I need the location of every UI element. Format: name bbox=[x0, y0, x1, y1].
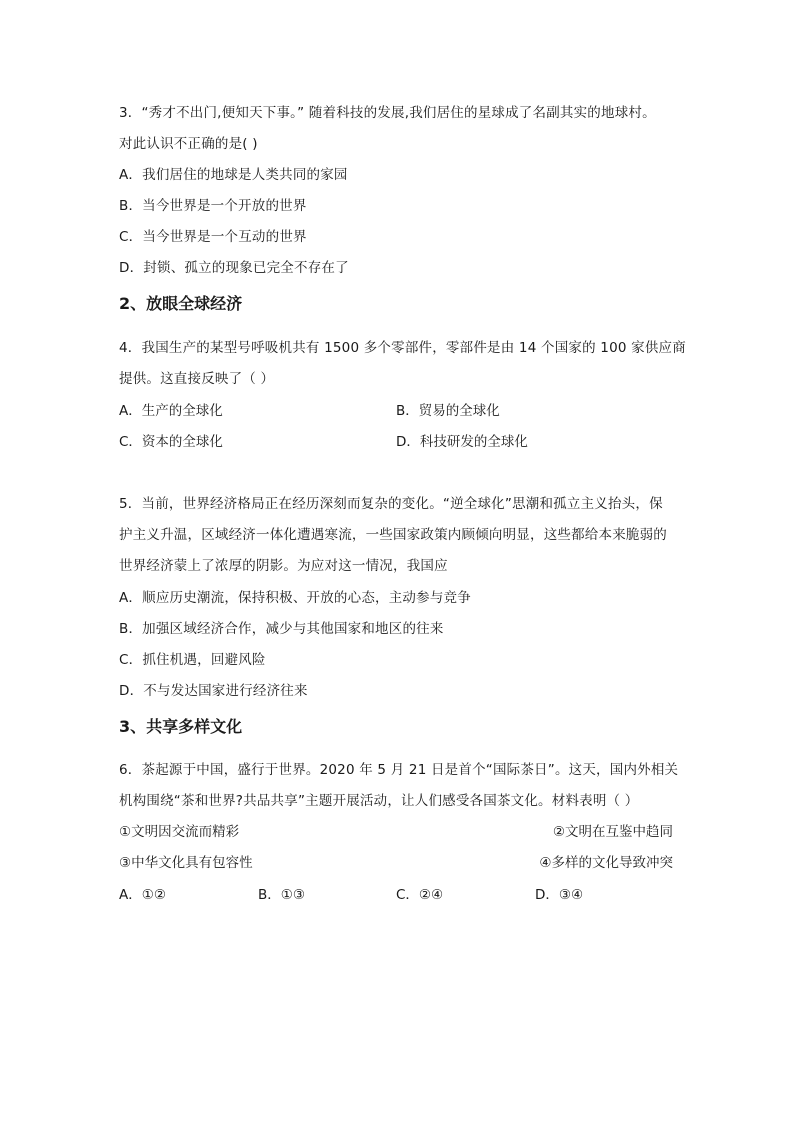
q6-statement-3: ③中华文化具有包容性 bbox=[119, 855, 253, 871]
q3-option-d: D．封锁、孤立的现象已完全不存在了 bbox=[119, 260, 349, 276]
q5-option-d: D．不与发达国家进行经济往来 bbox=[119, 683, 308, 699]
q6-stem-line-2: 机构围绕“茶和世界?共品共享”主题开展活动，让人们感受各国茶文化。材料表明（ ） bbox=[119, 793, 639, 809]
q5-option-a: A．顺应历史潮流，保持积极、开放的心态，主动参与竞争 bbox=[119, 590, 471, 606]
q3-option-b: B．当今世界是一个开放的世界 bbox=[119, 198, 307, 214]
q3-option-a: A．我们居住的地球是人类共同的家园 bbox=[119, 167, 348, 183]
q6-option-d: D．③④ bbox=[535, 887, 584, 903]
q4-option-d: D．科技研发的全球化 bbox=[396, 434, 528, 450]
q4-option-b: B．贸易的全球化 bbox=[396, 403, 500, 419]
q6-statement-1: ①文明因交流而精彩 bbox=[119, 824, 240, 840]
q6-statement-2: ②文明在互鉴中趋同 bbox=[552, 824, 673, 840]
q5-stem-line-1: 5．当前，世界经济格局正在经历深刻而复杂的变化。“逆全球化”思潮和孤立主义抬头，保 bbox=[119, 496, 663, 512]
q6-option-c: C．②④ bbox=[396, 887, 444, 903]
q3-stem-line-1: 3．“秀才不出门,便知天下事。” 随着科技的发展,我们居住的星球成了名副其实的地球村。 bbox=[119, 105, 656, 121]
q6-option-a: A．①② bbox=[119, 887, 166, 903]
q4-option-c: C．资本的全球化 bbox=[119, 434, 223, 450]
q5-option-b: B．加强区域经济合作，减少与其他国家和地区的往来 bbox=[119, 621, 444, 637]
q5-stem-line-3: 世界经济蒙上了浓厚的阴影。为应对这一情况，我国应 bbox=[119, 558, 448, 574]
q4-stem-line-1: 4．我国生产的某型号呼吸机共有 1500 多个零部件，零部件是由 14 个国家的 100 家供应商 bbox=[119, 340, 686, 356]
q5-stem-line-2: 护主义升温，区域经济一体化遭遇寒流，一些国家政策内顾倾向明显，这些都给本来脆弱的 bbox=[119, 527, 667, 543]
q6-stem-line-1: 6．茶起源于中国，盛行于世界。2020 年 5 月 21 日是首个“国际茶日”。这天，国内外相关 bbox=[119, 762, 679, 778]
q4-stem-line-2: 提供。这直接反映了（ ） bbox=[119, 371, 275, 387]
q5-option-c: C．抓住机遇，回避风险 bbox=[119, 652, 266, 668]
q3-option-c: C．当今世界是一个互动的世界 bbox=[119, 229, 307, 245]
q4-option-a: A．生产的全球化 bbox=[119, 403, 223, 419]
section-3-heading: 3、共享多样文化 bbox=[119, 717, 243, 736]
q3-stem-line-2: 对此认识不正确的是( ) bbox=[119, 136, 258, 152]
q6-statement-4: ④多样的文化导致冲突 bbox=[539, 855, 673, 871]
q6-option-b: B．①③ bbox=[258, 887, 305, 903]
section-2-heading: 2、放眼全球经济 bbox=[119, 294, 243, 313]
